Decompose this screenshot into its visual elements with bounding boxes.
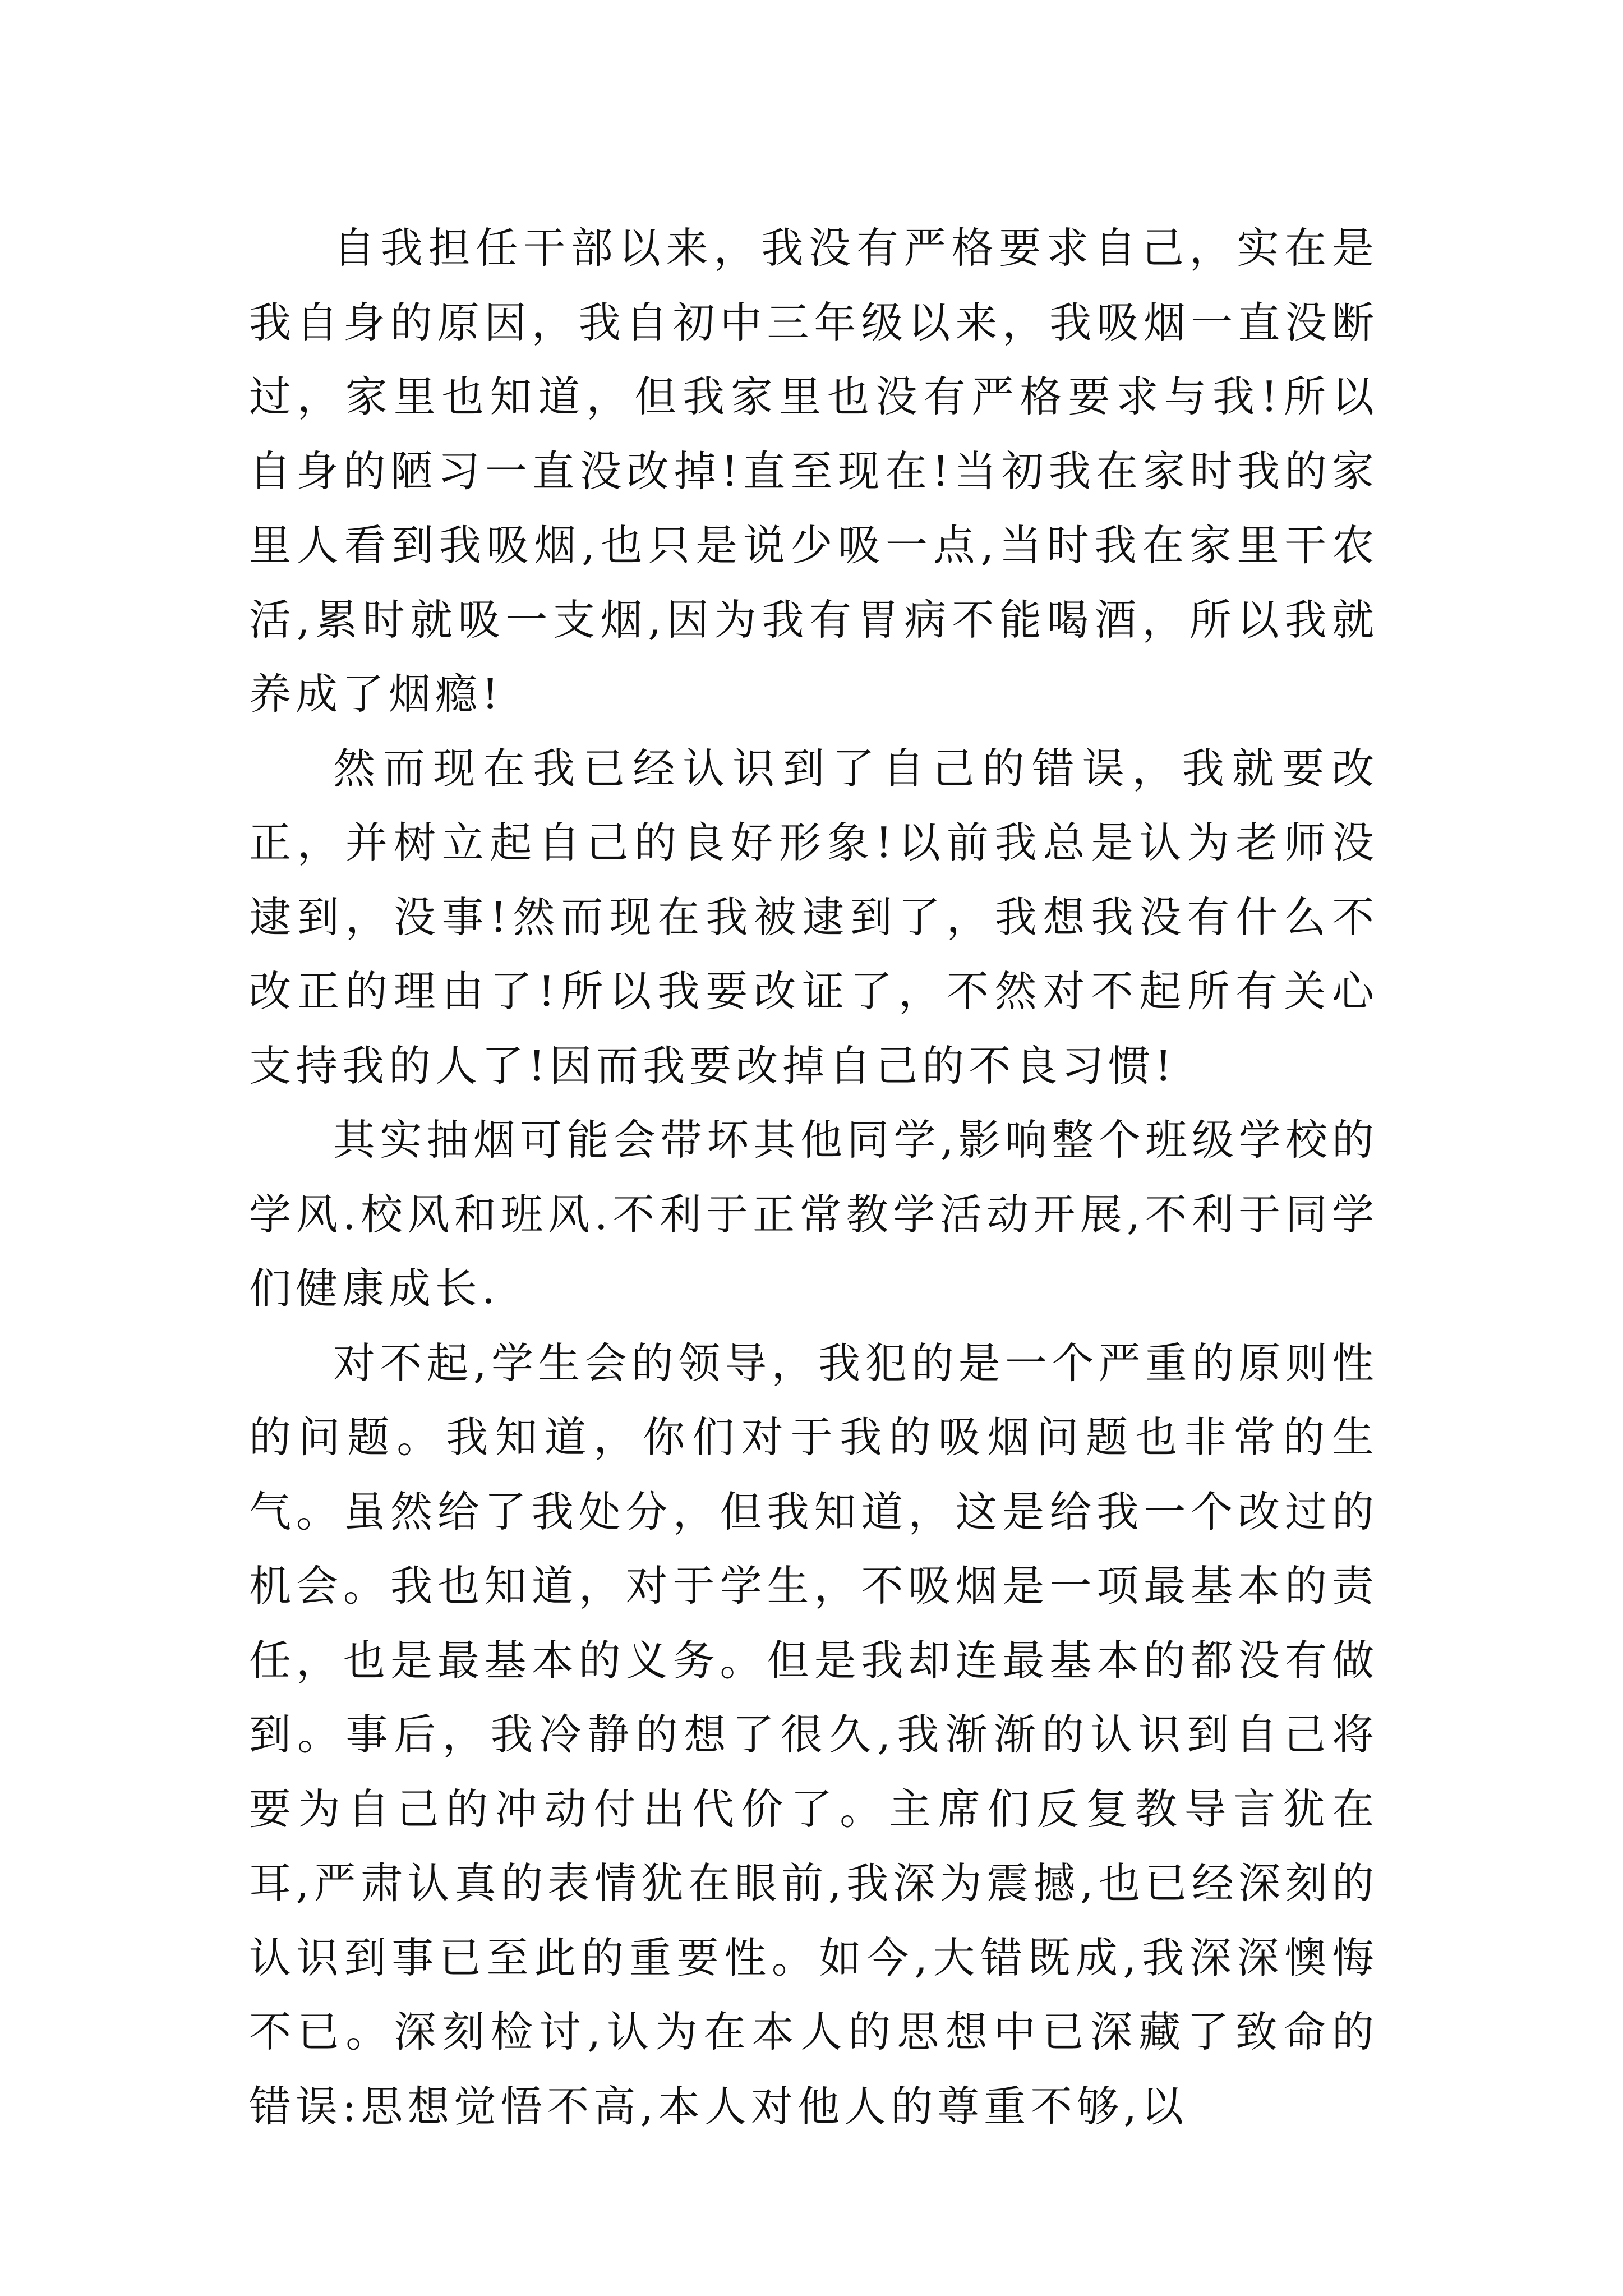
paragraph: 然而现在我已经认识到了自己的错误，我就要改正，并树立起自己的良好形象!以前我总是认为老师没逮到，没事!然而现在我被逮到了，我想我没有什么不改正的理由了!所以我要改证了，不然对不起所有关心支持我的人了!因而我要改掉自己的不良习惯! bbox=[249, 743, 1378, 1091]
document-body bbox=[249, 211, 1378, 2143]
paragraph: 其实抽烟可能会带坏其他同学,影响整个班级学校的学风.校风和班风.不利于正常教学活动开展,不利于同学们健康成长. bbox=[249, 1115, 1378, 1313]
paragraph: 自我担任干部以来，我没有严格要求自己，实在是我自身的原因，我自初中三年级以来，我吸烟一直没断过，家里也知道，但我家里也没有严格要求与我!所以自身的陋习一直没改掉!直至现在!当初我在家时我的家里人看到我吸烟,也只是说少吸一点,当时我在家里干农活,累时就吸一支烟,因为我有胃病不能喝酒，所以我就养成了烟瘾! bbox=[249, 223, 1378, 719]
paragraph: 对不起,学生会的领导，我犯的是一个严重的原则性的问题。我知道，你们对于我的吸烟问题也非常的生气。虽然给了我处分，但我知道，这是给我一个改过的机会。我也知道，对于学生，不吸烟是一项最基本的责任，也是最基本的义务。但是我却连最基本的都没有做到。事后，我冷静的想了很久,我渐渐的认识到自己将要为自己的冲动付出代价了。主席们反复教导言犹在耳,严肃认真的表情犹在眼前,我深为震撼,也已经深刻的认识到事已至此的重要性。如今,大错既成,我深深懊悔不已。深刻检讨,认为在本人的思想中已深藏了致命的错误:思想觉悟不高,本人对他人的尊重不够,以 bbox=[249, 1338, 1378, 2131]
